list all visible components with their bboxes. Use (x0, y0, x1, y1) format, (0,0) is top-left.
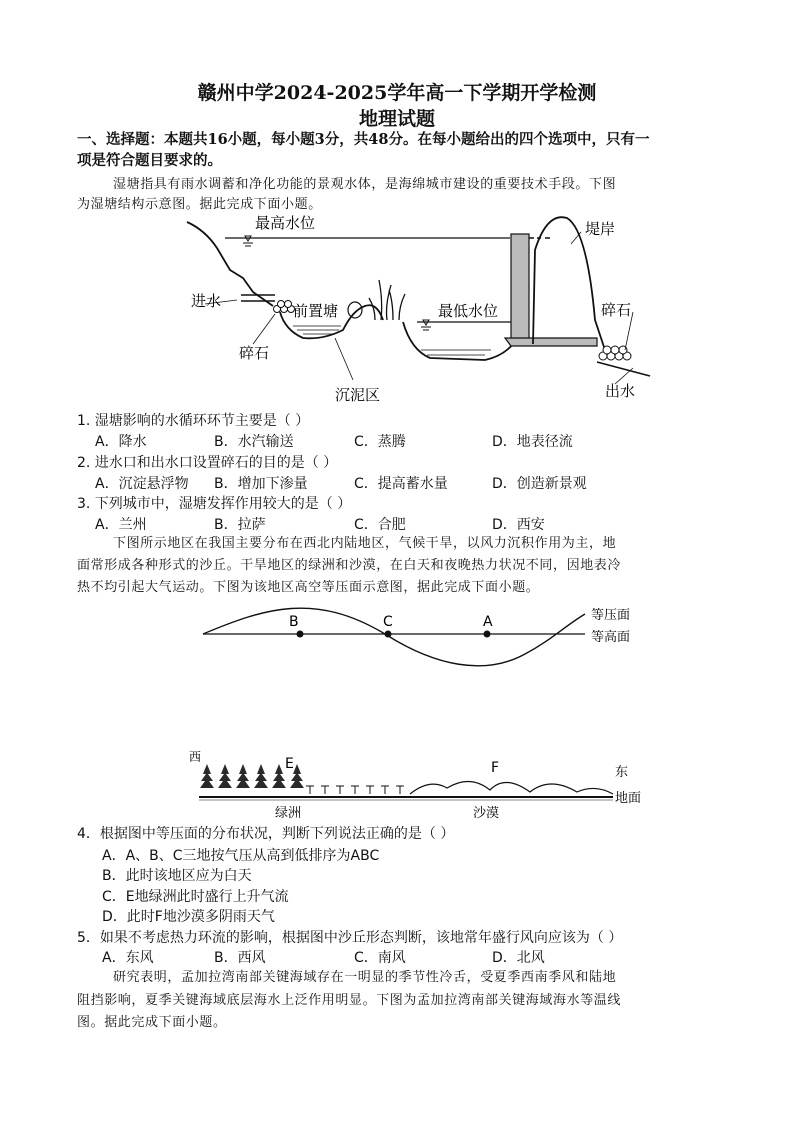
passage1-line2: 为湿塘结构示意图。据此完成下面小题。 (77, 197, 322, 212)
oasis-label: 绿洲 (275, 806, 302, 821)
isobar-diagram (195, 596, 655, 686)
q2-option-d[interactable]: D．创造新景观 (492, 476, 587, 492)
q3-option-c[interactable]: C．合肥 (354, 517, 406, 533)
q5-option-c[interactable]: C．南风 (354, 950, 406, 966)
q2-option-a[interactable]: A．沉淀悬浮物 (95, 476, 189, 492)
section-heading-line2: 项是符合题目要求的。 (77, 152, 222, 169)
question-1-stem: 1. 湿塘影响的水循环环节主要是（ ） (77, 413, 310, 429)
q1-option-b[interactable]: B．水汽输送 (214, 434, 294, 450)
q2-option-b[interactable]: B．增加下渗量 (214, 476, 308, 492)
point-b-marker (297, 631, 304, 638)
point-b-label: B (289, 614, 299, 630)
label-sediment: 沉泥区 (335, 386, 381, 404)
point-f-label: F (491, 760, 500, 776)
passage2-line3: 热不均引起大气运动。下图为该地区高空等压面示意图，据此完成下面小题。 (77, 580, 540, 595)
q4-option-c[interactable]: C．E地绿洲此时盛行上升气流 (102, 889, 289, 905)
label-gravel-left: 碎石 (239, 344, 270, 362)
q5-option-b[interactable]: B．西风 (214, 950, 266, 966)
q4-option-d[interactable]: D．此时F地沙漠多阴雨天气 (102, 909, 275, 925)
q2-option-c[interactable]: C．提高蓄水量 (354, 476, 448, 492)
q4-option-a[interactable]: A．A、B、C三地按气压从高到低排序为ABC (102, 848, 380, 864)
passage3-line2: 阻挡影响，夏季关键海域底层海水上泛作用明显。下图为孟加拉湾南部关键海域海水等温线 (77, 993, 622, 1008)
west-label: 西 (189, 750, 202, 764)
q5-option-a[interactable]: A．东风 (102, 950, 154, 966)
oasis-desert-diagram (185, 746, 655, 822)
east-label: 东 (615, 765, 629, 780)
passage1-line1: 湿塘指具有雨水调蓄和净化功能的景观水体，是海绵城市建设的重要技术手段。下图 (113, 177, 617, 192)
question-3-stem: 3. 下列城市中，湿塘发挥作用较大的是（ ） (77, 496, 352, 512)
label-max-level: 最高水位 (255, 214, 316, 232)
point-a-marker (484, 631, 491, 638)
exam-title: 赣州中学2024-2025学年高一下学期开学检测 (197, 82, 597, 104)
wet-pond-diagram (185, 210, 655, 405)
exam-subtitle: 地理试题 (358, 108, 435, 130)
ground-label: 地面 (615, 791, 642, 806)
isobar-label: 等压面 (591, 608, 631, 623)
q3-option-a[interactable]: A．兰州 (95, 517, 147, 533)
passage2-line1: 下图所示地区在我国主要分布在西北内陆地区，气候干旱，以风力沉积作用为主，地 (113, 536, 617, 551)
q1-option-a[interactable]: A．降水 (95, 434, 147, 450)
point-c-label: C (383, 614, 393, 630)
passage3-line3: 图。据此完成下面小题。 (77, 1015, 227, 1030)
label-gravel-right: 碎石 (601, 301, 632, 319)
label-pre-pond: 前置塘 (293, 302, 339, 320)
section-heading-line1: 一、选择题：本题共16小题，每小题3分，共48分。在每小题给出的四个选项中，只有一 (77, 131, 650, 148)
label-embankment: 堤岸 (585, 220, 616, 238)
label-outlet: 出水 (605, 382, 636, 400)
label-min-level: 最低水位 (438, 302, 499, 320)
passage2-line2: 面常形成各种形式的沙丘。干旱地区的绿洲和沙漠，在白天和夜晚热力状况不同，因地表冷 (77, 558, 622, 573)
q3-option-b[interactable]: B．拉萨 (214, 517, 266, 533)
passage3-line1: 研究表明，孟加拉湾南部关键海域存在一明显的季节性冷舌，受夏季西南季风和陆地 (113, 970, 617, 985)
point-e-label: E (285, 756, 294, 772)
q1-option-c[interactable]: C．蒸腾 (354, 434, 406, 450)
q4-option-b[interactable]: B．此时该地区应为白天 (102, 868, 252, 884)
point-c-marker (385, 631, 392, 638)
q1-option-d[interactable]: D．地表径流 (492, 434, 573, 450)
point-a-label: A (483, 614, 493, 630)
q3-option-d[interactable]: D．西安 (492, 517, 545, 533)
desert-label: 沙漠 (473, 806, 500, 821)
question-2-stem: 2. 进水口和出水口设置碎石的目的是（ ） (77, 455, 338, 471)
question-5-stem: 5．如果不考虑热力环流的影响，根据图中沙丘形态判断，该地常年盛行风向应该为（ ） (77, 930, 623, 946)
label-inlet: 进水 (191, 292, 222, 310)
isohypse-label: 等高面 (591, 630, 631, 645)
question-4-stem: 4．根据图中等压面的分布状况，判断下列说法正确的是（ ） (77, 826, 455, 842)
q5-option-d[interactable]: D．北风 (492, 950, 545, 966)
